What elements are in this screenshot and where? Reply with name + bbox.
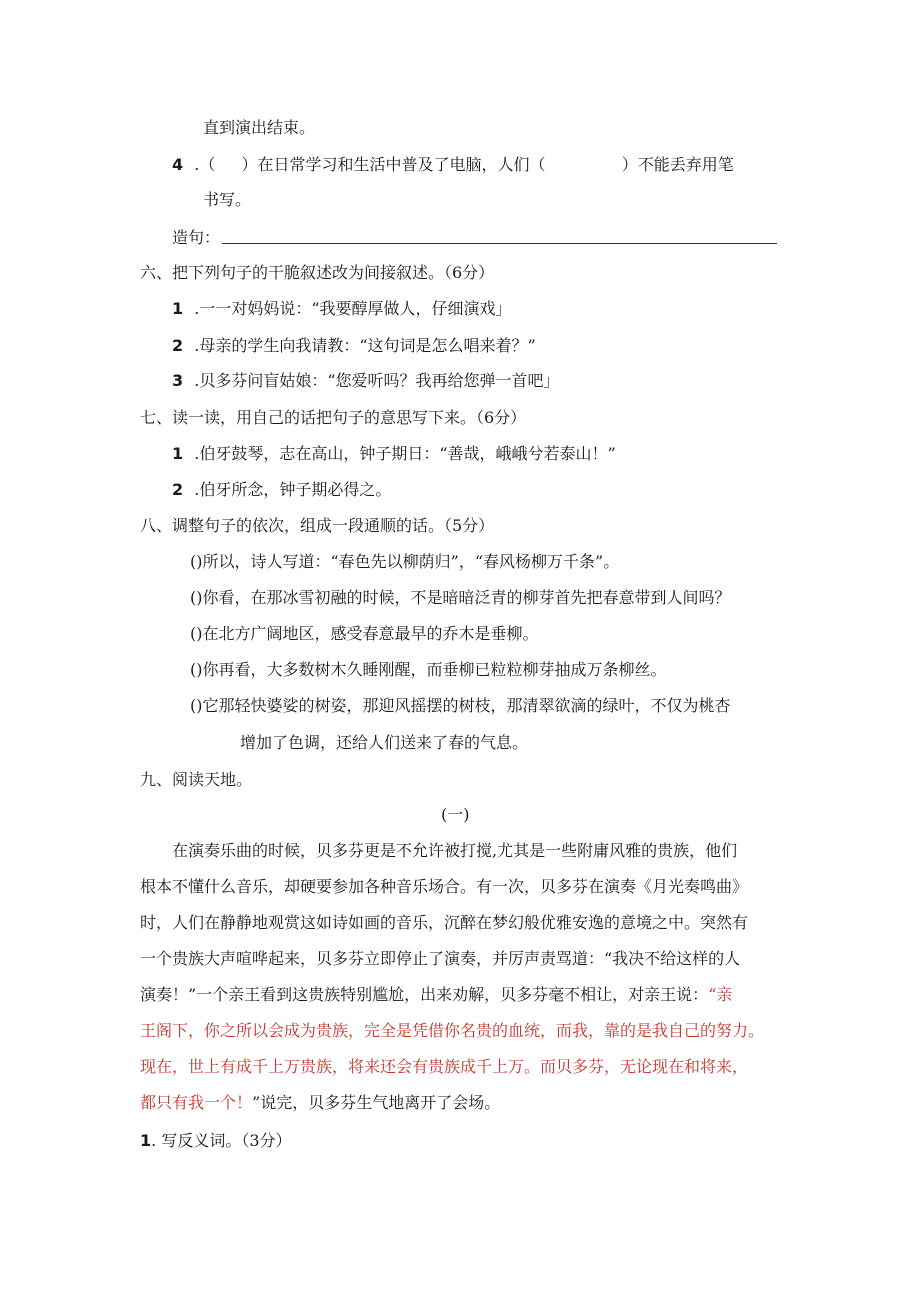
passage-line-3: 时，人们在静静地观赏这如诗如画的音乐，沉醉在梦幻般优雅安逸的意境之中。突然有 [140, 913, 749, 932]
passage-line-6: 王阁下，你之所以会成为贵族，完全是凭借你名贵的血统，而我，靠的是我自己的努力。 [140, 1021, 765, 1040]
q8-title: 八、调整句子的依次，组成一段通顺的话。（5分） [140, 516, 495, 535]
passage-line-7: 现在，世上有成千上万贵族，将来还会有贵族成千上万。而贝多芬，无论现在和将来， [140, 1057, 749, 1076]
passage-line-8 [140, 1093, 500, 1113]
q7-item-1 [172, 444, 616, 464]
passage-line-5 [140, 985, 732, 1005]
q8-item-5-cont: 增加了色调，还给人们送来了春的气息。 [240, 733, 529, 752]
q5-item-4 [172, 155, 734, 175]
passage-line-8-red: 都只有我一个！ [140, 1093, 253, 1112]
passage-line-5-black: 演奏！”一个亲王看到这贵族特别尴尬，出来劝解，贝多芬毫不相让，对亲王说： [140, 985, 709, 1004]
q7-item-2-text: .伯牙所念，钟子期必得之。 [194, 480, 392, 499]
passage-line-2: 根本不懂什么音乐，却硬要参加各种音乐场合。有一次，贝多芬在演奏《月光奏鸣曲》 [140, 877, 749, 896]
passage-line-5-red: “亲 [708, 985, 733, 1004]
q7-item-1-number: 1 [172, 444, 184, 463]
q5-cont-line: 直到演出结束。 [203, 118, 316, 137]
q9-title: 九、阅读天地。 [140, 770, 253, 789]
q6-item-2 [172, 336, 536, 356]
zaoju-label: 造句： [172, 228, 221, 247]
q9-question-1-text: . 写反义词。（3分） [151, 1131, 292, 1150]
q6-item-3-number: 3 [172, 371, 184, 390]
q6-item-1-text: .一一对妈妈说：“我要醇厚做人，仔细演戏」 [194, 299, 512, 318]
q6-item-2-number: 2 [172, 336, 184, 355]
q5-item-4-open-paren: .（ [194, 155, 216, 174]
q5-item-4-number: 4 [172, 155, 184, 174]
passage-line-1: 在演奏乐曲的时候，贝多芬更是不允许被打搅,尤其是一些附庸风雅的贵族，他们 [172, 841, 738, 860]
q8-item-4: ()你再看，大多数树木久睡刚醒，而垂柳已粒粒柳芽抽成万条柳丝。 [190, 660, 667, 679]
q6-item-2-text: .母亲的学生向我请教：“这句词是怎么唱来着？” [194, 336, 536, 355]
q8-item-1: ()所以，诗人写道：“春色先以柳荫归”，“春风杨柳万千条”。 [190, 552, 620, 571]
q7-item-2-number: 2 [172, 480, 184, 499]
q5-item-4-cont: 书写。 [203, 190, 252, 209]
q8-item-3: ()在北方广阔地区，感受春意最早的乔木是垂柳。 [190, 624, 539, 643]
zaoju-answer-line[interactable] [222, 243, 777, 244]
q6-item-1 [172, 299, 512, 319]
q6-title: 六、把下列句子的干脆叙述改为间接叙述。（6分） [140, 263, 495, 282]
q7-title: 七、读一读，用自己的话把句子的意思写下来。（6分） [140, 408, 527, 427]
q6-item-1-number: 1 [172, 299, 184, 318]
q7-item-2 [172, 480, 391, 500]
q8-item-2: ()你看，在那冰雪初融的时候，不是暗暗泛青的柳芽首先把春意带到人间吗？ [190, 588, 731, 607]
q9-question-1 [140, 1131, 292, 1151]
q9-question-1-number: 1 [140, 1131, 152, 1150]
q7-item-1-text: .伯牙鼓琴，志在高山，钟子期日：“善哉，峨峨兮若泰山！” [194, 444, 616, 463]
q5-item-4-middle: ）在日常学习和生活中普及了电脑，人们（ [241, 155, 546, 174]
q6-item-3-text: .贝多芬问盲姑娘：“您爱听吗？我再给您弹一首吧」 [194, 371, 560, 390]
q5-item-4-end: ）不能丢弃用笔 [621, 155, 734, 174]
passage-line-4: 一个贵族大声喧哗起来，贝多芬立即停止了演奏，并厉声责骂道：“我决不给这样的人 [140, 949, 741, 968]
q6-item-3 [172, 371, 560, 391]
q8-item-5: ()它那轻快婆娑的树姿，那迎风摇摆的树枝，那清翠欲滴的绿叶，不仅为桃杏 [190, 696, 731, 715]
q9-subtitle: (一) [441, 805, 470, 824]
passage-line-8-black: ”说完，贝多芬生气地离开了会场。 [252, 1093, 501, 1112]
